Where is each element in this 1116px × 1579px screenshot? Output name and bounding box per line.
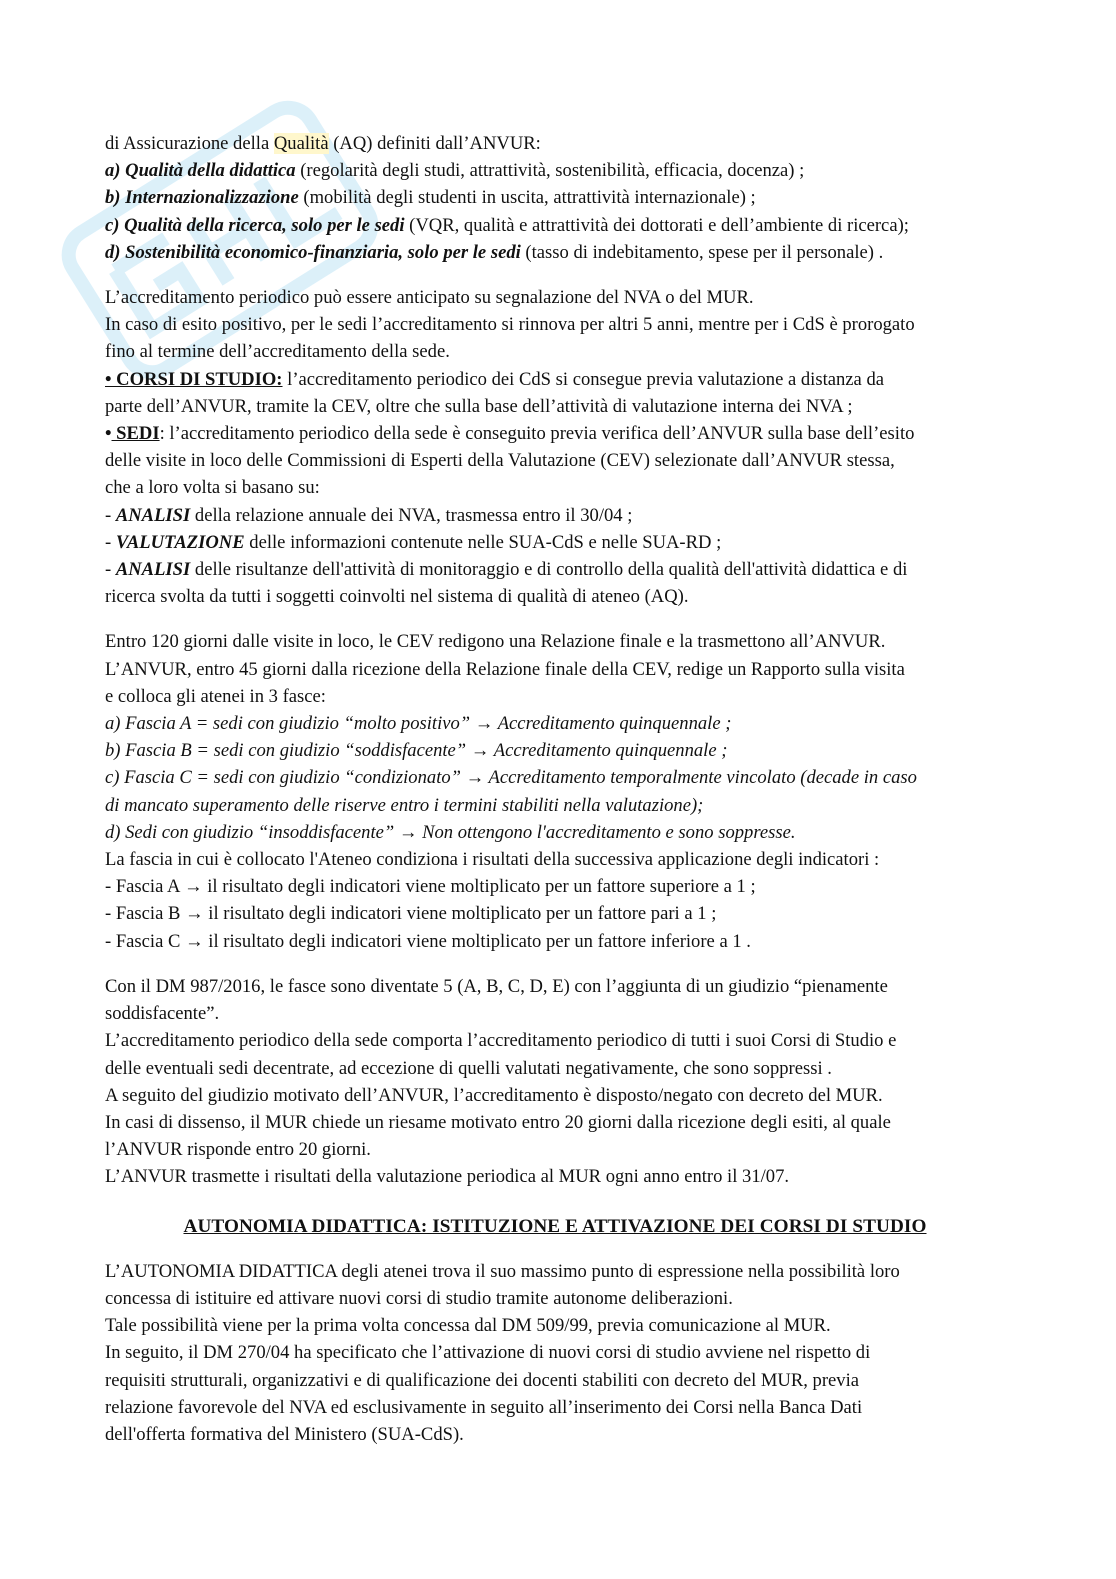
corsi-di-studio-paragraph-cont: parte dell’ANVUR, tramite la CEV, oltre che sulla base dell’attività di valutazione interna dei NVA ; bbox=[105, 395, 853, 417]
periodic-positive-outcome: In caso di esito positivo, per le sedi l’accreditamento si rinnova per altri 5 anni, mentre per i CdS è prorogato bbox=[105, 314, 915, 336]
dm-line: l’ANVUR risponde entro 20 giorni. bbox=[105, 1139, 371, 1161]
autonomia-line: Tale possibilità viene per la prima volta concessa dal DM 509/99, previa comunicazione al MUR. bbox=[105, 1315, 831, 1337]
autonomia-line: L’AUTONOMIA DIDATTICA degli atenei trova il suo massimo punto di espressione nella possibilità loro bbox=[105, 1260, 900, 1282]
document-page bbox=[105, 130, 1005, 1448]
autonomia-line: requisiti strutturali, organizzativi e di qualificazione dei docenti stabiliti con decreto del MUR, previa bbox=[105, 1369, 860, 1391]
sedi-paragraph-cont: delle visite in loco delle Commissioni di Esperti della Valutazione (CEV) selezionate dall’ANVUR stessa, bbox=[105, 450, 895, 472]
intro-lead: di Assicurazione della Qualità (AQ) definiti dall’ANVUR: bbox=[105, 133, 541, 154]
dm-line: delle eventuali sedi decentrate, ad eccezione di quelli valutati negativamente, che sono soppressi . bbox=[105, 1057, 832, 1079]
criterion-d: d) Sostenibilità economico-finanziaria, solo per le sedi (tasso di indebitamento, spese per il personale) . bbox=[105, 241, 884, 263]
autonomia-line: relazione favorevole del NVA ed esclusivamente in seguito all’inserimento dei Corsi nella Banca Dati bbox=[105, 1396, 863, 1418]
fascia-item: c) Fascia C = sedi con giudizio “condizionato” → Accreditamento temporalmente vincolato (decade in caso bbox=[105, 767, 917, 789]
sedi-paragraph: • SEDI: l’accreditamento periodico della sede è conseguito previa verifica dell’ANVUR sulla base dell’esito bbox=[105, 423, 915, 445]
dm-line: In casi di dissenso, il MUR chiede un riesame motivato entro 20 giorni dalla ricezione degli esiti, al quale bbox=[105, 1111, 891, 1133]
fascia-item: di mancato superamento delle riserve entro i termini stabiliti nella valutazione); bbox=[105, 794, 704, 816]
sedi-list-item-cont: ricerca svolta da tutti i soggetti coinvolti nel sistema di qualità di ateneo (AQ). bbox=[105, 586, 689, 608]
autonomia-line: concessa di istituire ed attivare nuovi corsi di studio tramite autonome deliberazioni. bbox=[105, 1287, 733, 1309]
autonomia-line: In seguito, il DM 270/04 ha specificato che l’attivazione di nuovi corsi di studio avviene nel rispetto di bbox=[105, 1342, 871, 1364]
sedi-list-item: - ANALISI delle risultanze dell'attività di monitoraggio e di controllo della qualità dell'attività didattica e di bbox=[105, 559, 908, 581]
criterion-a: a) Qualità della didattica (regolarità degli studi, attrattività, sostenibilità, efficacia, docenza) ; bbox=[105, 160, 805, 182]
dm-line: L’accreditamento periodico della sede comporta l’accreditamento periodico di tutti i suoi Corsi di Studio e bbox=[105, 1030, 897, 1052]
cev-line: La fascia in cui è collocato l'Ateneo condiziona i risultati della successiva applicazione degli indicatori : bbox=[105, 849, 880, 871]
periodic-positive-outcome-cont: fino al termine dell’accreditamento della sede. bbox=[105, 341, 450, 363]
corsi-di-studio-paragraph: • CORSI DI STUDIO: l’accreditamento periodico dei CdS si consegue previa valutazione a distanza da bbox=[105, 368, 884, 390]
sedi-list-item: - VALUTAZIONE delle informazioni contenute nelle SUA-CdS e nelle SUA-RD ; bbox=[105, 531, 722, 553]
cev-line: e colloca gli atenei in 3 fasce: bbox=[105, 685, 326, 707]
sedi-list-item: - ANALISI della relazione annuale dei NVA, trasmessa entro il 30/04 ; bbox=[105, 504, 633, 526]
sedi-paragraph-cont: che a loro volta si basano su: bbox=[105, 477, 320, 499]
dm-line: Con il DM 987/2016, le fasce sono diventate 5 (A, B, C, D, E) con l’aggiunta di un giudizio “pienamente bbox=[105, 975, 888, 997]
dm-line: L’ANVUR trasmette i risultati della valutazione periodica al MUR ogni anno entro il 31/07. bbox=[105, 1166, 790, 1188]
multiplier-item: - Fascia B → il risultato degli indicatori viene moltiplicato per un fattore pari a 1 ; bbox=[105, 903, 717, 925]
periodic-anticipation: L’accreditamento periodico può essere anticipato su segnalazione del NVA o del MUR. bbox=[105, 287, 754, 309]
fascia-item: b) Fascia B = sedi con giudizio “soddisfacente” → Accreditamento quinquennale ; bbox=[105, 740, 728, 762]
criterion-b: b) Internazionalizzazione (mobilità degli studenti in uscita, attrattività internazionale) ; bbox=[105, 187, 756, 209]
cev-line: Entro 120 giorni dalle visite in loco, le CEV redigono una Relazione finale e la trasmettono all’ANVUR. bbox=[105, 631, 886, 653]
autonomia-line: dell'offerta formativa del Ministero (SUA-CdS). bbox=[105, 1423, 464, 1445]
criterion-c: c) Qualità della ricerca, solo per le sedi (VQR, qualità e attrattività dei dottorati e dell’ambiente di ricerca); bbox=[105, 214, 909, 236]
multiplier-item: - Fascia A → il risultato degli indicatori viene moltiplicato per un fattore superiore a 1 ; bbox=[105, 876, 756, 898]
multiplier-item: - Fascia C → il risultato degli indicatori viene moltiplicato per un fattore inferiore a 1 . bbox=[105, 930, 751, 952]
fascia-item: a) Fascia A = sedi con giudizio “molto positivo” → Accreditamento quinquennale ; bbox=[105, 713, 732, 735]
fascia-item: d) Sedi con giudizio “insoddisfacente” → Non ottengono l'accreditamento e sono soppresse. bbox=[105, 821, 796, 843]
dm-line: A seguito del giudizio motivato dell’ANVUR, l’accreditamento è disposto/negato con decreto del MUR. bbox=[105, 1084, 883, 1106]
section-heading: AUTONOMIA DIDATTICA: ISTITUZIONE E ATTIVAZIONE DEI CORSI DI STUDIO bbox=[183, 1215, 927, 1237]
cev-line: L’ANVUR, entro 45 giorni dalla ricezione della Relazione finale della CEV, redige un Rapporto sulla visita bbox=[105, 658, 905, 680]
dm-line: soddisfacente”. bbox=[105, 1003, 220, 1025]
